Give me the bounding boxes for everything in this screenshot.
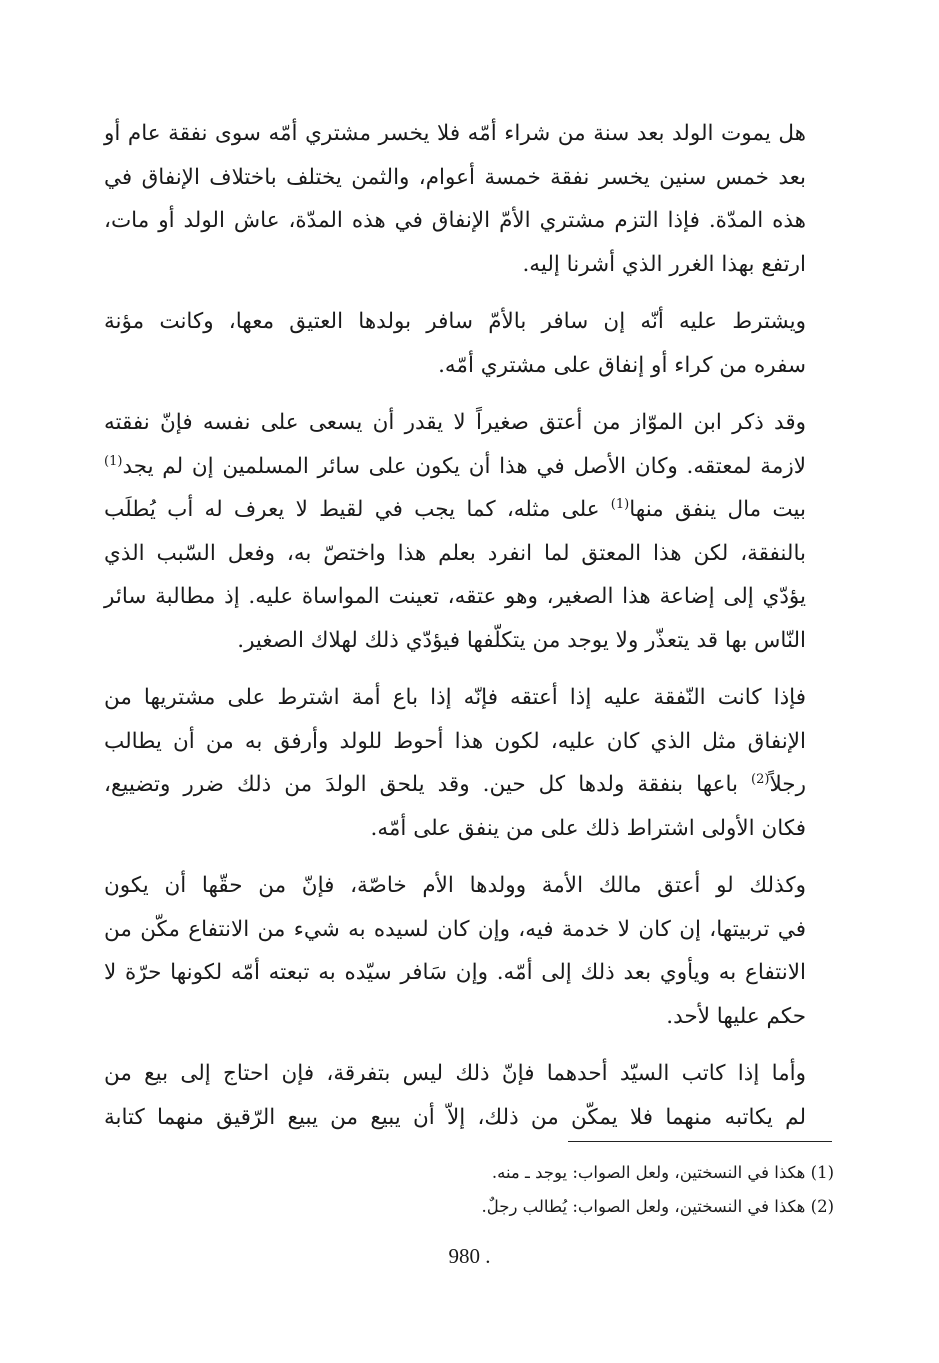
- text-line: بالنفقة، لكن هذا المعتق لما انفرد بعلم هذا واختصّ به، وفعل السّبب الذي: [104, 540, 806, 566]
- text-line: حكم عليها لأحد.: [666, 1003, 806, 1029]
- page-number: . 980: [448, 1244, 491, 1268]
- footnote-ref: (2): [751, 771, 770, 787]
- footnote-text: هكذا في النسختين، ولعل الصواب: يوجد ـ منه.: [491, 1163, 806, 1182]
- paragraph: [104, 401, 834, 662]
- text-fragment: رجلاً: [769, 772, 806, 797]
- text-fragment: على مثله، كما يجب في لقيط لا يعرف له أب يُطلَب: [104, 497, 600, 522]
- footnote-ref: (1): [104, 453, 123, 469]
- text-line: وكذلك لو أعتق مالك الأمة وولدها الأم خاصّة، فإنّ من حقّها أن يكون: [104, 873, 806, 898]
- footnote-2: [104, 1190, 834, 1224]
- text-line: بعد خمس سنين يخسر نفقة خمسة أعوام، والثمن يختلف باختلاف الإنفاق في: [104, 164, 806, 190]
- paragraph: [104, 112, 834, 286]
- text-line: هذه المدّة. فإذا التزم مشتري الأمّ الإنفاق في هذه المدّة، عاش الولد أو مات،: [104, 208, 806, 233]
- text-line: في تربيتها، إن كان لا خدمة فيه، وإن كان لسيده به شيء من الانتفاع مكّن من: [104, 916, 806, 942]
- text-line: الإنفاق مثل الذي كان عليه، لكون هذا أحوط للولد وأرفق به من أن يطالب: [104, 728, 806, 754]
- text-line: ارتفع بهذا الغرر الذي أشرنا إليه.: [522, 251, 806, 277]
- text-line: وأما إذا كاتب السيّد أحدهما فإنّ ذلك ليس بتفرقة، فإن احتاج إلى بيع من: [104, 1061, 806, 1086]
- text-line: فكان الأولى اشتراط ذلك على من ينفق على أمّه.: [370, 815, 806, 841]
- paragraph: [104, 676, 834, 850]
- footnote-ref: (1): [610, 496, 630, 512]
- paragraph: [104, 300, 834, 387]
- paragraph: [104, 864, 834, 1038]
- text-line: لم يكاتبه منهما فلا يمكّن من ذلك، إلاّ أن يبيع من يبيع الرّقيق منهما كتابة: [104, 1104, 806, 1130]
- text-line: يؤدّي إلى إضاعة هذا الصغير، وهو عتقه، تعينت المواساة عليه. إذ مطالبة سائر: [104, 584, 806, 609]
- text-line: [104, 488, 834, 532]
- text-line: النّاس بها قد يتعذّر ولا يوجد من يتكلّفها فيؤدّي ذلك لهلاك الصغير.: [237, 627, 806, 653]
- footnotes: [104, 1156, 834, 1224]
- text-line: ويشترط عليه أنّه إن سافر بالأمّ سافر بولدها العتيق معها، وكانت مؤنة: [104, 309, 806, 334]
- main-text: [104, 112, 834, 1153]
- text-fragment: باعها بنفقة ولدها كل حين. وقد يلحق الولدَ من ذلك ضرر وتضييع،: [104, 772, 738, 797]
- text-line: فإذا كانت النّفقة عليه إذا أعتقه فإنّه إذا باع أمة اشترط على مشتريها من: [104, 685, 806, 710]
- footnote-number: (1): [810, 1163, 834, 1182]
- footnote-divider: [568, 1141, 832, 1142]
- text-fragment: بيت مال ينفق منها: [629, 497, 806, 522]
- footnote-number: (2): [810, 1197, 834, 1216]
- text-line: هل يموت الولد بعد سنة من شراء أمّه فلا يخسر مشتري أمّه سوى نفقة عام أو: [104, 121, 806, 146]
- text-line: الانتفاع به ويأوي بعد ذلك إلى أمّه. وإن سَافر سيّده به تبعته أمّه لكونها حرّة لا: [104, 960, 806, 985]
- paragraph: [104, 1052, 834, 1139]
- text-line: وقد ذكر ابن الموّاز من أعتق صغيراً لا يقدر أن يسعى على نفسه فإنّ نفقته: [104, 410, 806, 435]
- text-line: [104, 763, 834, 807]
- text-line: سفره من كراء أو إنفاق على مشتري أمّه.: [438, 352, 806, 378]
- footnote-1: [104, 1156, 834, 1190]
- text-fragment: لازمة لمعتقه. وكان الأصل في هذا أن يكون على سائر المسلمين إن لم يجد: [122, 453, 806, 479]
- footnote-text: هكذا في النسختين، ولعل الصواب: يُطالب رجلٌ.: [481, 1197, 806, 1216]
- text-line: [104, 445, 834, 489]
